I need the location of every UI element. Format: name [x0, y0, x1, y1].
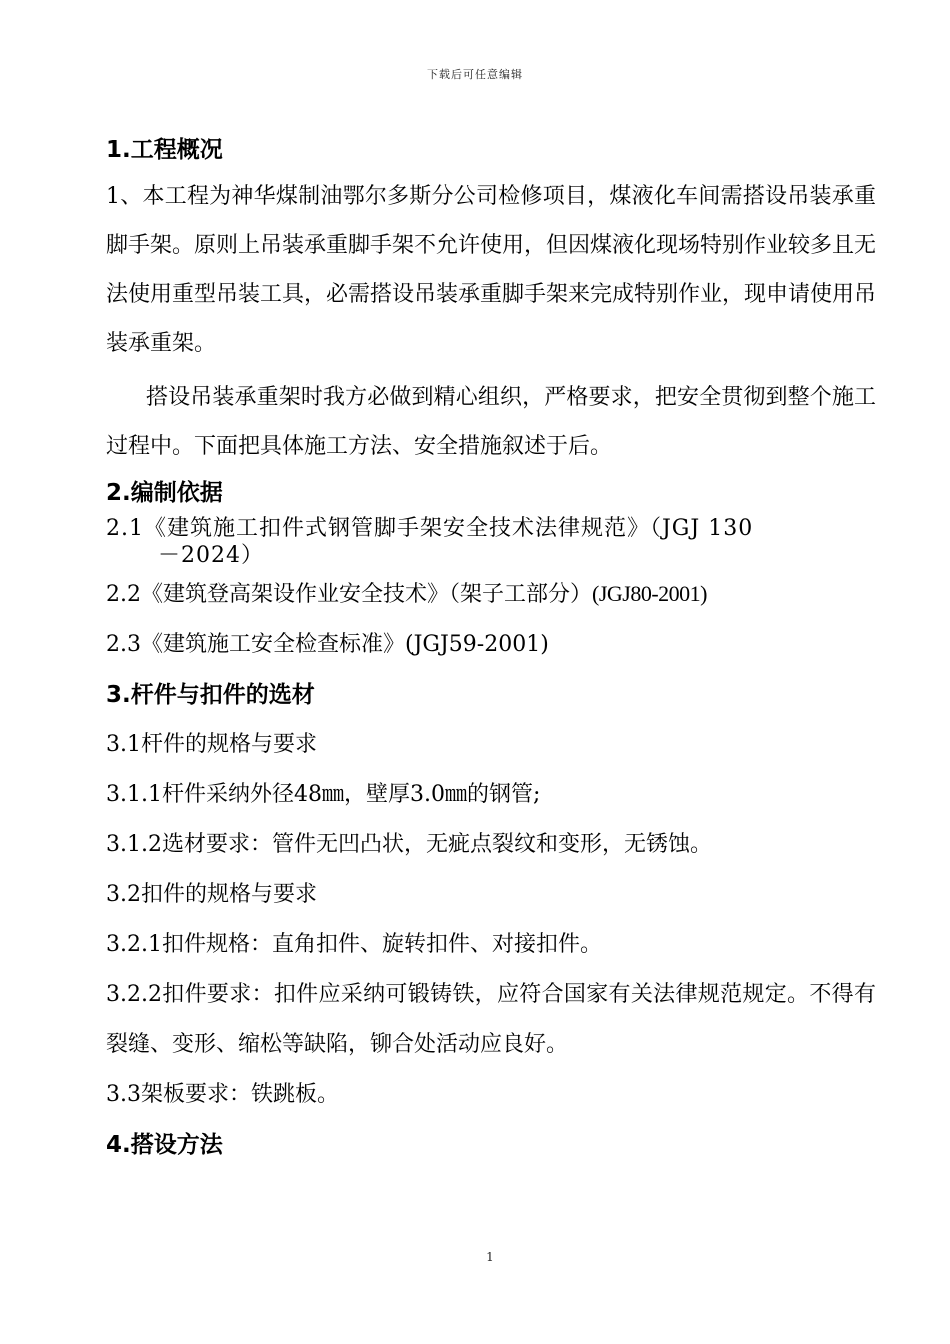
- reference-2-3: 2.3《建筑施工安全检查标准》(JGJ59-2001): [106, 632, 549, 657]
- reference-2-1: [106, 515, 876, 569]
- section-1-title: 1.工程概况: [106, 137, 223, 163]
- page-header: 下载后可任意编辑: [427, 68, 523, 81]
- reference-2-2: [106, 569, 876, 620]
- item-3-1-2: 3.1.2选材要求：管件无凹凸状，无疵点裂纹和变形，无锈蚀。: [106, 832, 712, 857]
- reference-2-2-title: 2.2《建筑登高架设作业安全技术》（架子工部分）: [106, 582, 592, 607]
- section-4-title: 4.搭设方法: [106, 1132, 223, 1158]
- reference-2-1-line-2: －2024）: [158, 543, 264, 568]
- item-3-2-2: 3.2.2扣件要求：扣件应采纳可锻铸铁，应符合国家有关法律规范规定。不得有裂缝、变形、缩松等缺陷，铆合处活动应良好。: [106, 982, 876, 1057]
- page-content: [106, 128, 876, 1170]
- item-3-1: 3.1杆件的规格与要求: [106, 732, 317, 757]
- section-2-title: 2.编制依据: [106, 480, 223, 506]
- section-1-paragraph-1: 1、本工程为神华煤制油鄂尔多斯分公司检修项目，煤液化车间需搭设吊装承重脚手架。原则上吊装承重脚手架不允许使用，但因煤液化现场特别作业较多且无法使用重型吊装工具，必需搭设吊装承重脚手架来完成特别作业，现申请使用吊装承重架。: [106, 184, 877, 356]
- item-3-1-1: 3.1.1杆件采纳外径48㎜，壁厚3.0㎜的钢管;: [106, 782, 541, 807]
- reference-2-2-code: (JGJ80-2001): [592, 581, 707, 606]
- item-3-2: 3.2扣件的规格与要求: [106, 882, 317, 907]
- item-3-3: 3.3架板要求：铁跳板。: [106, 1082, 339, 1107]
- page-number: 1: [486, 1250, 494, 1264]
- section-3-title: 3.杆件与扣件的选材: [106, 682, 315, 708]
- reference-2-1-line-1: 2.1《建筑施工扣件式钢管脚手架安全技术法律规范》（JGJ 130: [106, 516, 754, 541]
- item-3-2-1: 3.2.1扣件规格：直角扣件、旋转扣件、对接扣件。: [106, 932, 602, 957]
- section-1-paragraph-2: 搭设吊装承重架时我方必做到精心组织，严格要求，把安全贯彻到整个施工过程中。下面把具体施工方法、安全措施叙述于后。: [106, 385, 876, 459]
